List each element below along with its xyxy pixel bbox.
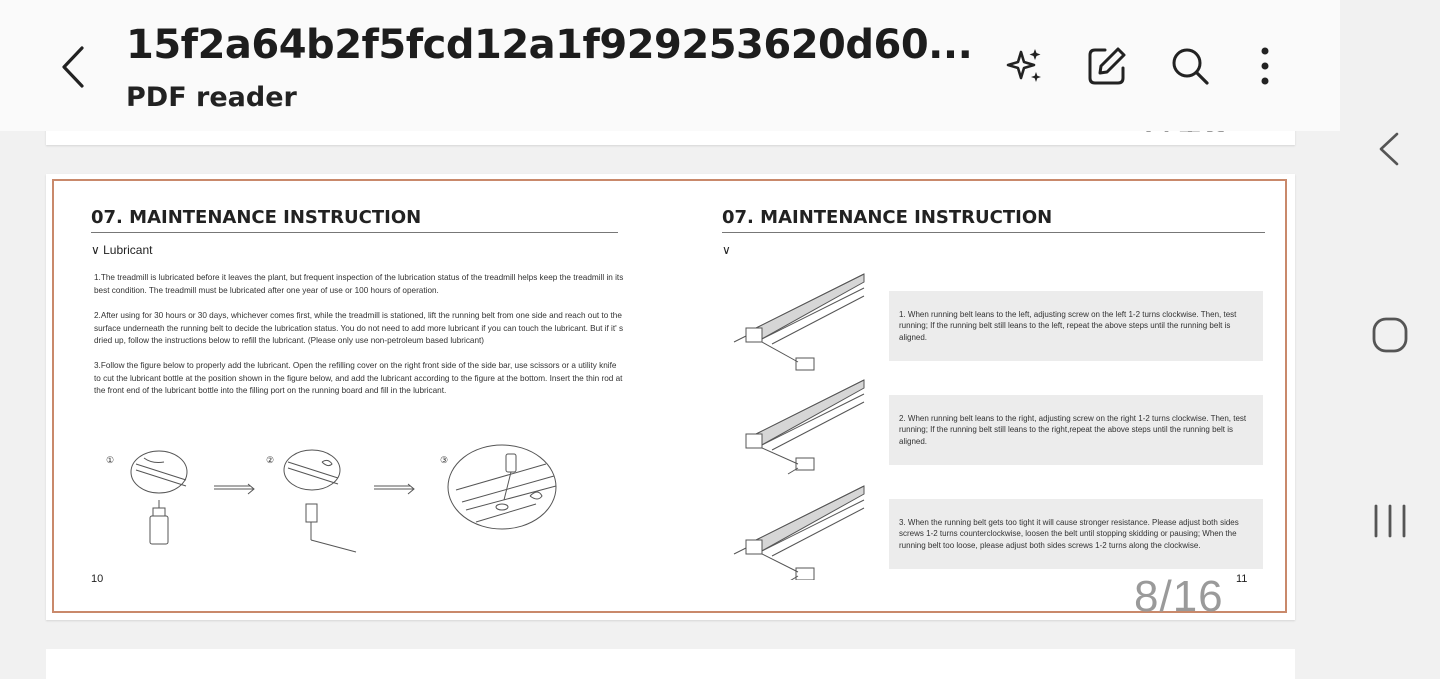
- nav-back-icon: [1365, 124, 1415, 174]
- back-button[interactable]: [52, 42, 96, 92]
- right-page-number: 11: [1236, 573, 1248, 585]
- left-section-heading: 07. MAINTENANCE INSTRUCTION: [91, 207, 422, 228]
- nav-recents-icon: [1365, 496, 1415, 546]
- right-heading-rule: [722, 232, 1265, 233]
- belt-adjustment-figures: [732, 270, 868, 580]
- paragraph-3: 3.Follow the figure below to properly add the lubricant. Open the refilling cover on the right front side of the side bar, use scissors or a utility knife to cut the lubricant bottle at the position shown in the figure below, and add the lubricant according to the figure at the bottom. Insert the thin rod at the front end of the lubricant bottle into the filling port on the running board and fill in the lubricant.: [94, 361, 623, 395]
- edit-button[interactable]: [1085, 44, 1129, 88]
- paragraph-1: 1.The treadmill is lubricated before it leaves the plant, but frequent inspection of the lubrication status of the treadmill helps keep the treadmill in its best condition. The treadmill must be lubricated after one year of use or 100 hours of operation.: [94, 273, 624, 295]
- page-indicator: 8/16: [1134, 572, 1224, 621]
- nav-back-button[interactable]: [1365, 124, 1415, 174]
- right-section-heading: 07. MAINTENANCE INSTRUCTION: [722, 207, 1053, 228]
- step-label-3: ③: [440, 455, 449, 465]
- step-label-2: ②: [266, 455, 275, 465]
- ai-assist-button[interactable]: [1003, 44, 1047, 88]
- nav-home-button[interactable]: [1365, 310, 1415, 360]
- ai-sparkle-icon: [1003, 44, 1047, 88]
- left-subheading: ∨ Lubricant: [91, 243, 153, 257]
- right-subheading: ∨: [722, 243, 731, 257]
- lubrication-steps-figure: [126, 444, 566, 554]
- nav-recents-button[interactable]: [1365, 496, 1415, 546]
- instruction-box-2: 2. When running belt leans to the right, adjusting screw on the right 1-2 turns clockwise. Then, test running; If the running belt still leans to the right,repeat the above steps until the running belt is aligned.: [889, 395, 1263, 465]
- left-heading-rule: [91, 232, 618, 233]
- app-bar: [0, 0, 1340, 131]
- document-title: 15f2a64b2f5fcd12a1f929253620d60...: [126, 22, 973, 68]
- left-page-number: 10: [91, 573, 104, 585]
- app-subtitle: PDF reader: [126, 82, 297, 113]
- next-page: [46, 649, 1295, 679]
- step-label-1: ①: [106, 455, 115, 465]
- nav-home-icon: [1365, 310, 1415, 360]
- edit-note-icon: [1085, 44, 1129, 88]
- system-nav-bar: [1340, 0, 1440, 664]
- instruction-box-3: 3. When the running belt gets too tight it will cause stronger resistance. Please adjust both sides screws 1-2 turns counterclockwise, loosen the belt until stopping skidding or pausing; When the running belt too loose, please adjust both sides screws 1-2 turns along the clockwise.: [889, 499, 1263, 569]
- instruction-box-1: 1. When running belt leans to the left, adjusting screw on the left 1-2 turns clockwise. Then, test running; If the running belt still leans to the left, repeat the above steps until the running belt is aligned.: [889, 291, 1263, 361]
- paragraph-2: 2.After using for 30 hours or 30 days, whichever comes first, while the treadmill is stationed, lift the running belt from one side and reach out to the surface underneath the running belt to decide the lubrication status. You do not need to add more lubricant if you can touch the lubricant. But if it' s dried up, follow the instructions below to refill the lubricant. (Please only use non-petroleum based lubricant): [94, 311, 624, 345]
- current-page[interactable]: [46, 174, 1295, 620]
- search-icon: [1168, 44, 1212, 88]
- search-button[interactable]: [1168, 44, 1212, 88]
- more-vert-icon: [1243, 44, 1287, 88]
- back-arrow-icon: [52, 42, 96, 92]
- more-options-button[interactable]: [1243, 44, 1287, 88]
